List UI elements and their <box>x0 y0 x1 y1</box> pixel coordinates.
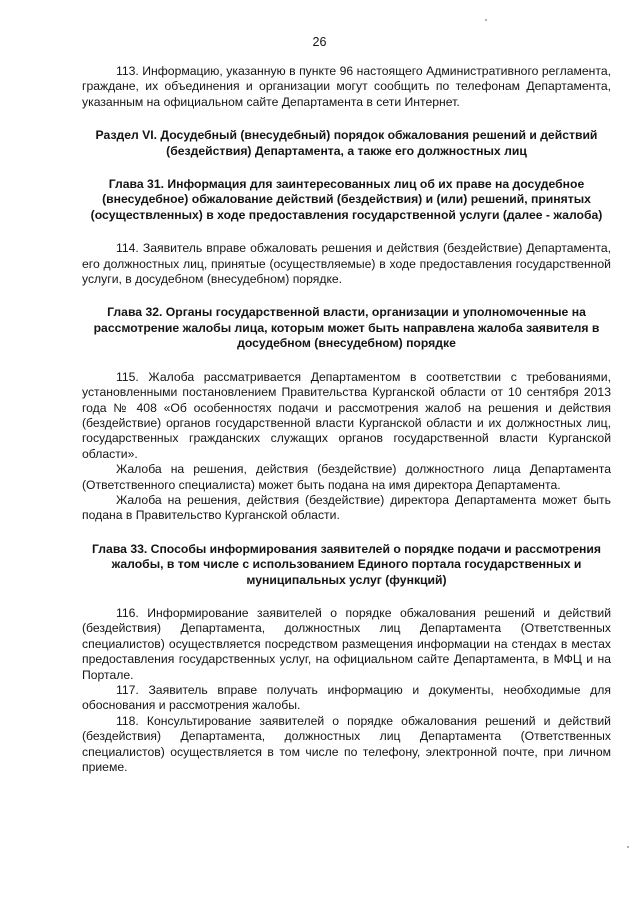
scan-speck <box>485 19 487 21</box>
paragraph-114: 114. Заявитель вправе обжаловать решения и действия (бездействие) Департамента, его должностных лиц, принятые (осуществляемые) в ходе предоставления государственной услуги, в досудебном (внесудебном) порядке. <box>82 241 611 287</box>
paragraph-complaint-director: Жалоба на решения, действия (бездействие) директора Департамента может быть подана в Правительство Курганской области. <box>82 492 611 523</box>
section-6-heading: Раздел VI. Досудебный (внесудебный) порядок обжалования решений и действий (бездействия) Департамента, а также его должностных лиц <box>95 128 598 158</box>
page-number: 26 <box>312 35 327 49</box>
document-body <box>82 64 611 775</box>
paragraph-complaint-official: Жалоба на решения, действия (бездействие) должностного лица Департамента (Ответственного специалиста) может быть подана на имя директора Департамента. <box>82 462 611 492</box>
chapter-33-heading: Глава 33. Способы информирования заявителей о порядке подачи и рассмотрения жалобы, в том числе с использованием Единого портала государственных и муниципальных услуг (функций) <box>92 541 601 587</box>
paragraph-118: 118. Консультирование заявителей о порядке обжалования решений и действий (бездействия) Департамента, должностных лиц Департамента (Ответственных специалистов) осуществляется в том числе по телефону, электронной почте, при личном приеме. <box>82 713 611 775</box>
scan-speck <box>627 846 629 848</box>
paragraph-117: 117. Заявитель вправе получать информацию и документы, необходимые для обоснования и рассмотрения жалобы. <box>82 683 611 713</box>
chapter-32-heading: Глава 32. Органы государственной власти, организации и уполномоченные на рассмотрение жалобы лица, которым может быть направлена жалоба заявителя в досудебном (внесудебном) порядке <box>93 305 600 351</box>
chapter-31-heading: Глава 31. Информация для заинтересованных лиц об их праве на досудебное (внесудебное) обжалование действий (бездействия) и (или) решений, принятых (осуществленных) в ходе предоставления государственной услуги (далее - жалоба) <box>90 177 603 222</box>
paragraph-113: 113. Информацию, указанную в пункте 96 настоящего Административного регламента, граждане, их объединения и организации могут сообщить по телефонам Департамента, указанным на официальном сайте Департамента в сети Интернет. <box>82 64 611 109</box>
paragraph-116: 116. Информирование заявителей о порядке обжалования решений и действий (бездействия) Департамента, должностных лиц Департамента (Ответственных специалистов) осуществляется посредством размещения информации на стендах в местах предоставления государственных услуг, на официальном сайте Департамента, в МФЦ и на Портале. <box>82 605 611 682</box>
paragraph-115: 115. Жалоба рассматривается Департаментом в соответствии с требованиями, установленными постановлением Правительства Курганской области от 10 сентября 2013 года № 408 «Об особенностях подачи и рассмотрения жалоб на решения и действия (бездействие) органов государственной власти Курганской области и их должностных лиц, государственных гражданских служащих органов государственной власти Курганской области». <box>82 369 611 461</box>
